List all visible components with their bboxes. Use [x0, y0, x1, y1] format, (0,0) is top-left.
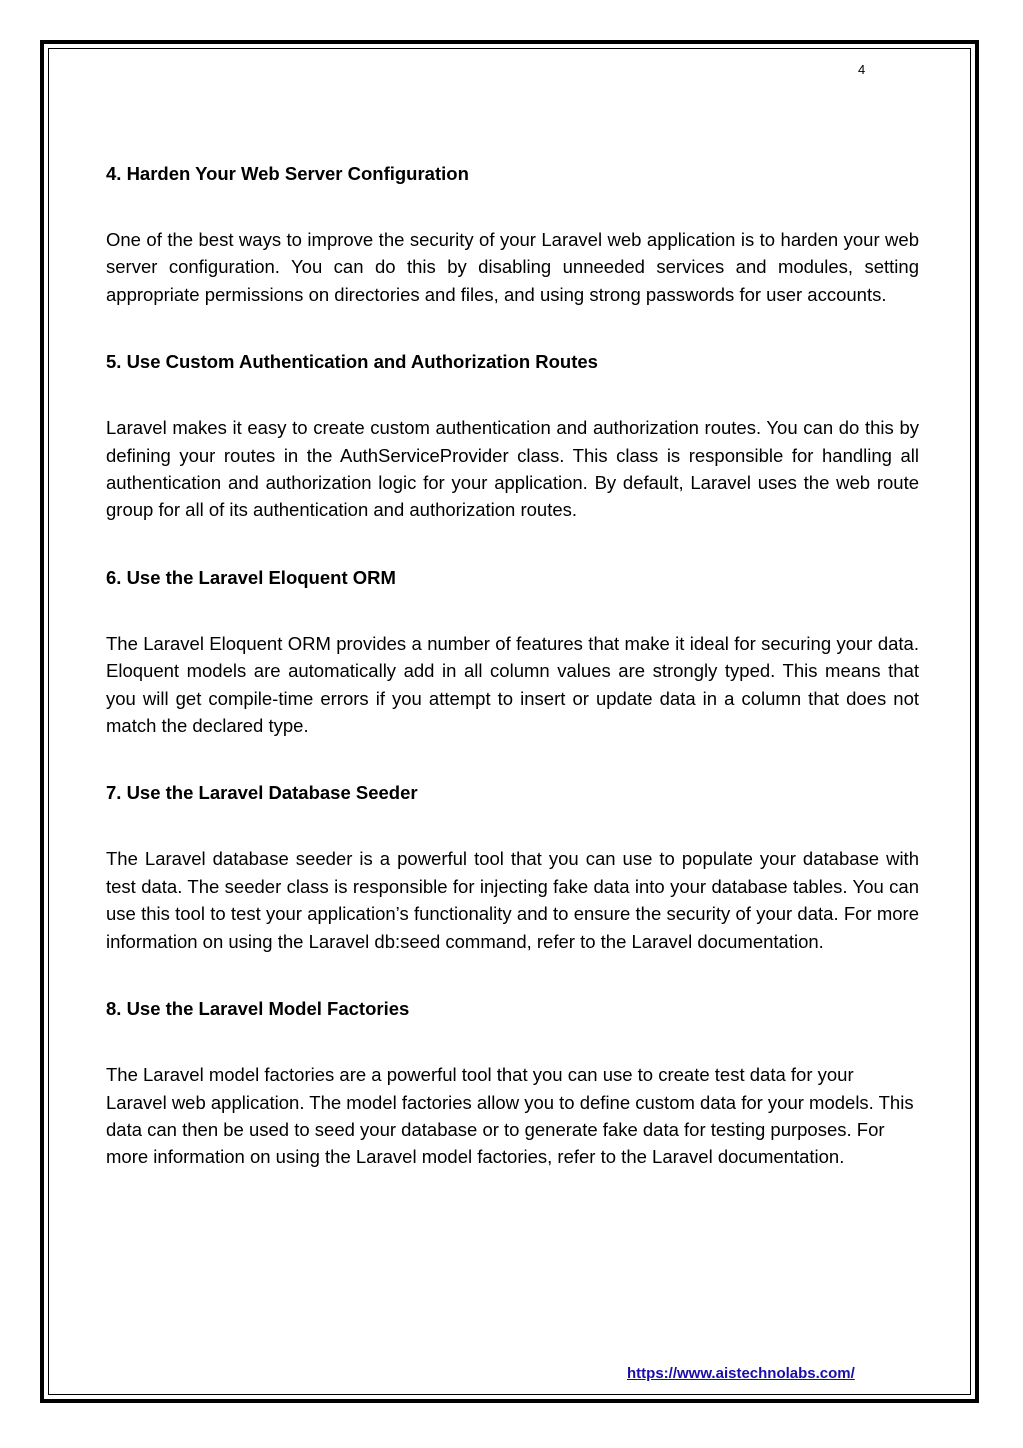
section-heading: 5. Use Custom Authentication and Authorization Routes [106, 351, 598, 373]
section-paragraph: The Laravel model factories are a powerful tool that you can use to create test data for your Laravel web application. The model factories allow you to define custom data for your models. This data can then be used to seed your database or to generate fake data for testing purposes. For more information on using the Laravel model factories, refer to the Laravel documentation. [106, 1064, 914, 1168]
section-paragraph: Laravel makes it easy to create custom authentication and authorization routes. You can do this by defining your routes in the AuthServiceProvider class. This class is responsible for handling all authentication and authorization logic for your application. By default, Laravel uses the web route group for all of its authentication and authorization routes. [106, 417, 919, 521]
section-heading: 8. Use the Laravel Model Factories [106, 998, 410, 1020]
section-paragraph: One of the best ways to improve the security of your Laravel web application is to harden your web server configuration. You can do this by disabling unneeded services and modules, setting appropriate permissions on directories and files, and using strong passwords for user accounts. [106, 229, 919, 305]
section-heading: 6. Use the Laravel Eloquent ORM [106, 566, 396, 588]
section-heading: 7. Use the Laravel Database Seeder [106, 782, 418, 804]
section-7 [106, 779, 919, 955]
section-paragraph: The Laravel database seeder is a powerful tool that you can use to populate your database with test data. The seeder class is responsible for injecting fake data into your database tables. You can use this tool to test your application’s functionality and to ensure the security of your data. For more information on using the Laravel db:seed command, refer to the Laravel documentation. [106, 848, 919, 952]
section-paragraph: The Laravel Eloquent ORM provides a number of features that make it ideal for securing your data. Eloquent models are automatically add in all column values are strongly typed. This means that you will get compile-time errors if you attempt to insert or update data in a column that does not match the declared type. [106, 632, 919, 737]
section-5 [106, 348, 919, 524]
page-content [106, 160, 919, 1211]
footer-website-link[interactable]: https://www.aistechnolabs.com/ [627, 1365, 855, 1382]
section-4 [106, 160, 919, 308]
section-6 [106, 564, 919, 740]
section-heading: 4. Harden Your Web Server Configuration [106, 163, 469, 184]
section-8 [106, 995, 919, 1171]
page-number: 4 [858, 62, 866, 77]
